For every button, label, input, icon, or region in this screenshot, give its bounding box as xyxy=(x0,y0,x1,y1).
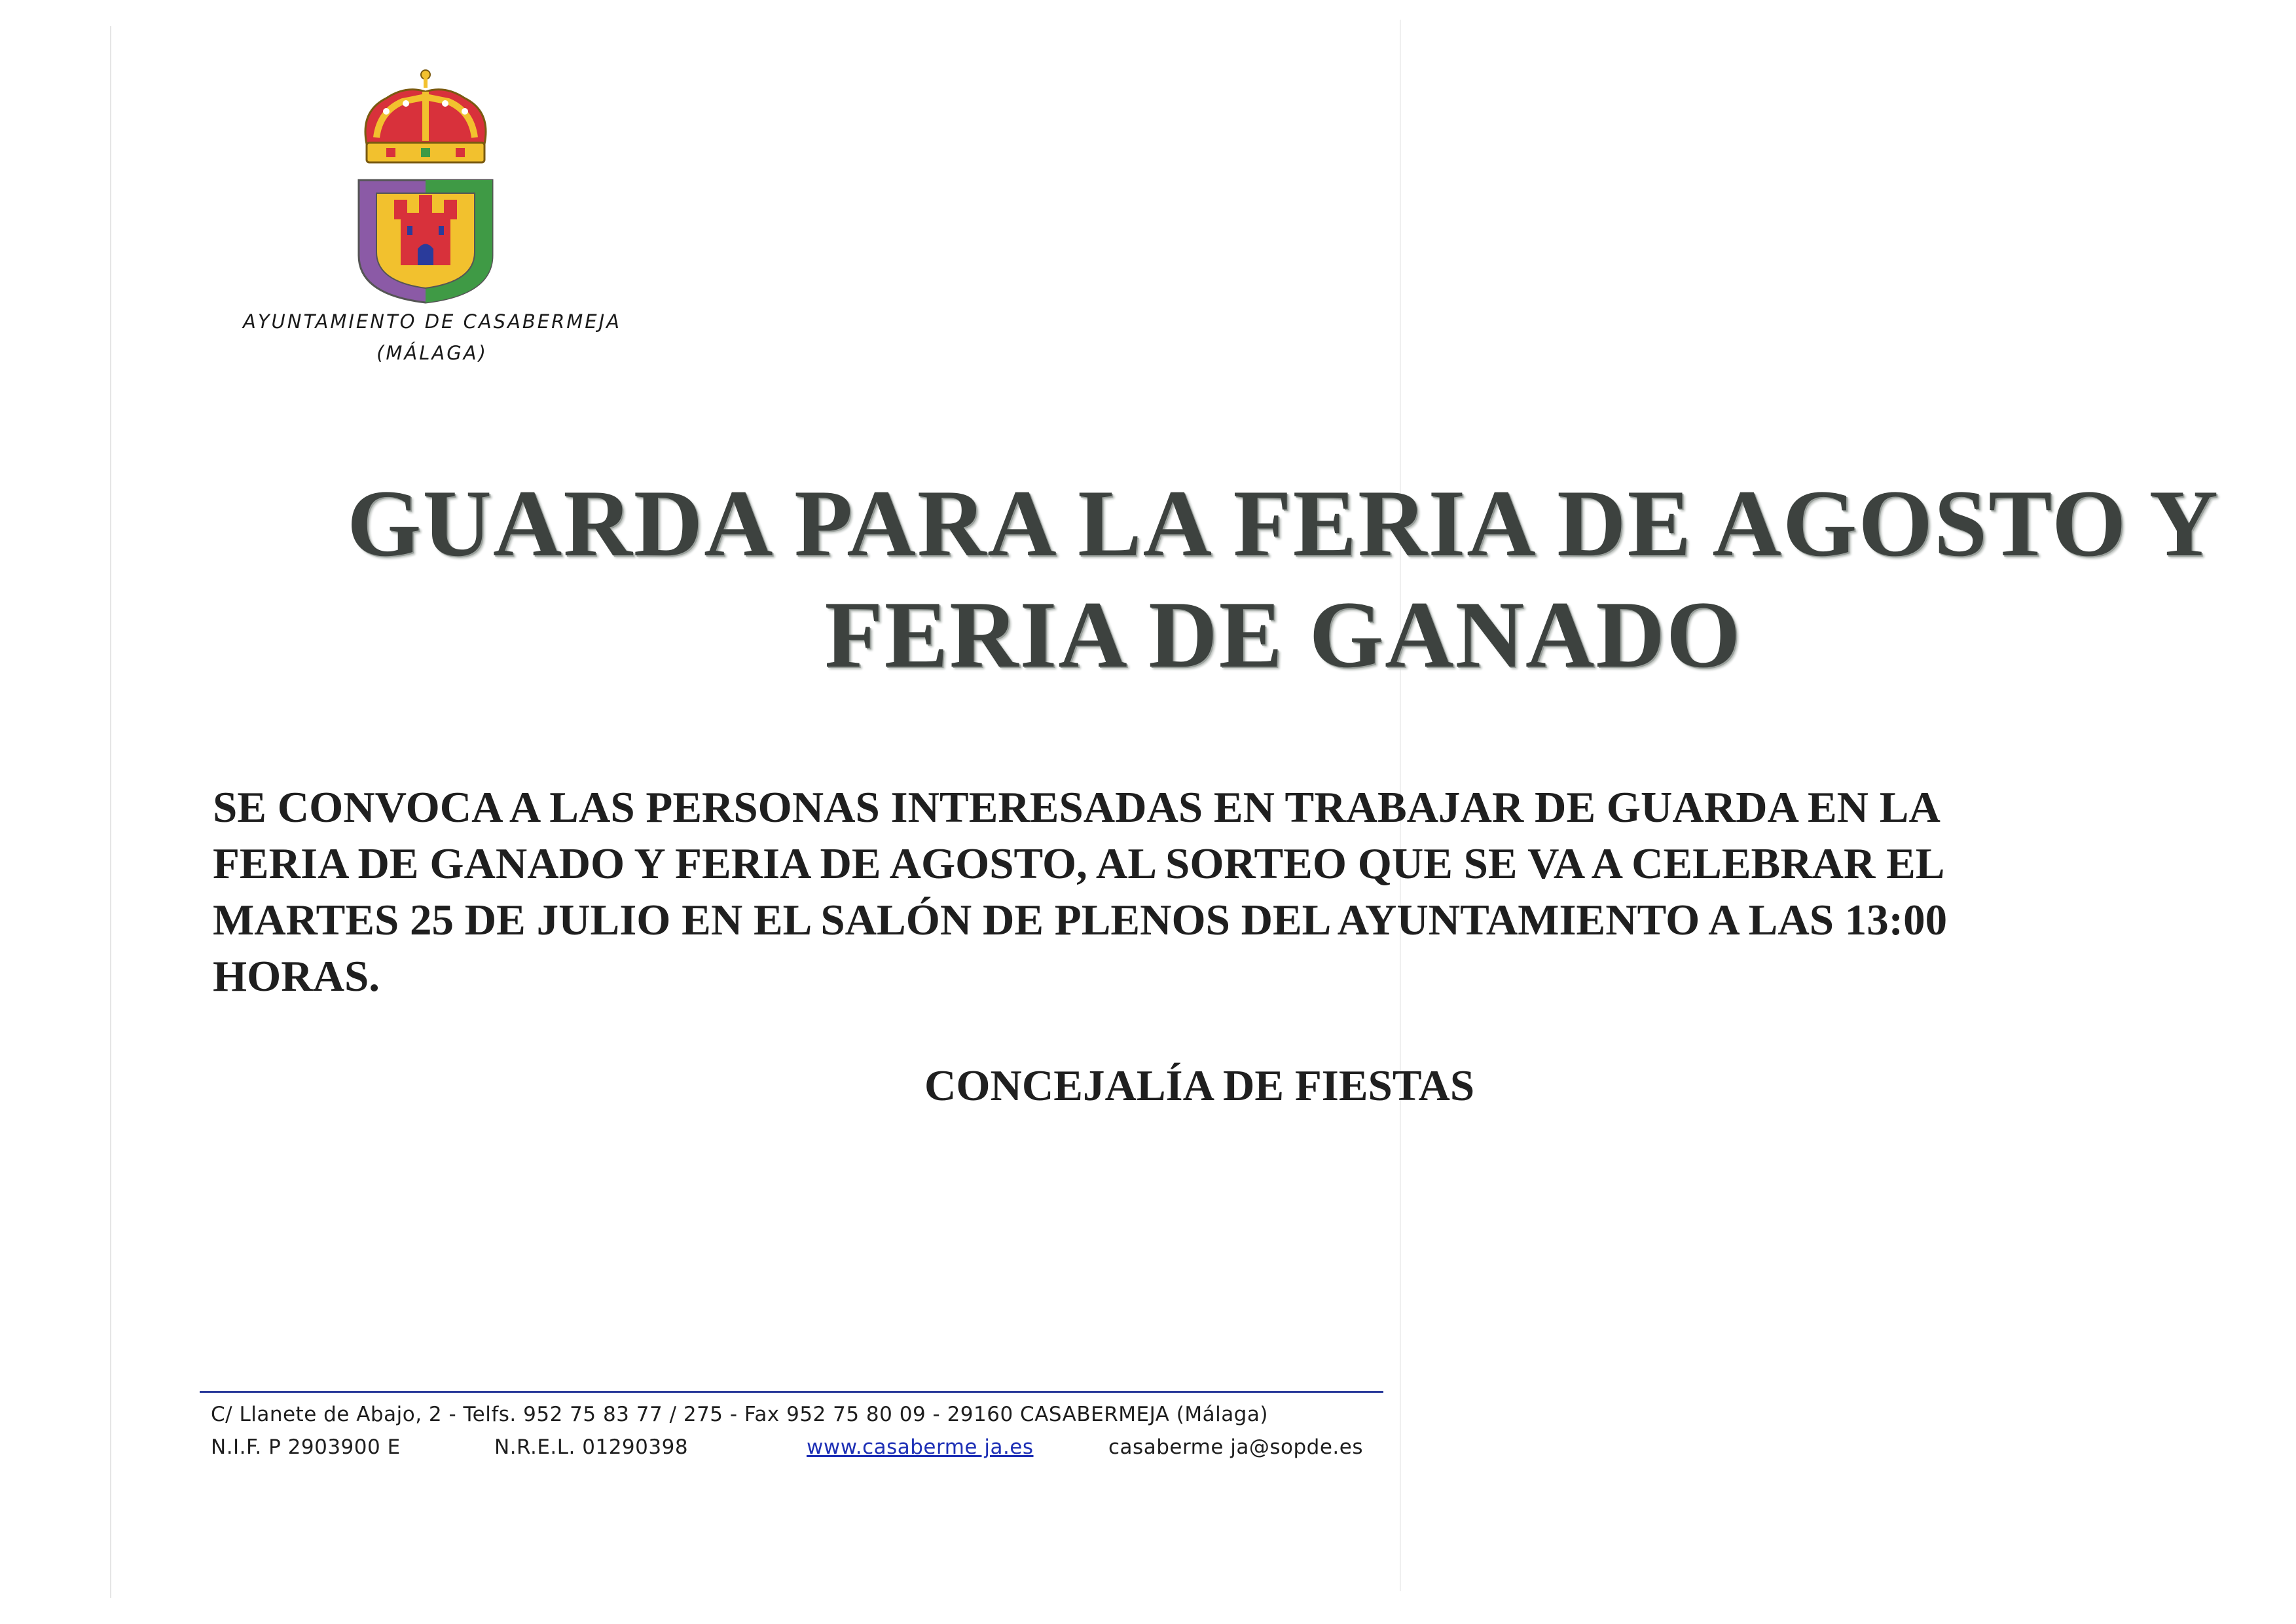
footer-email: casaberme ja@sopde.es xyxy=(1108,1435,1363,1459)
signature-department: CONCEJALÍA DE FIESTAS xyxy=(924,1061,1475,1110)
notice-title-line-2: FERIA DE GANADO xyxy=(824,581,1742,688)
body-line-3: MARTES 25 DE JULIO EN EL SALÓN DE PLENOS DEL AYUNTAMIENTO A LAS 13:00 xyxy=(213,896,1948,944)
organization-name: AYUNTAMIENTO DE CASABERMEJA xyxy=(242,310,622,333)
crown-icon xyxy=(365,70,486,162)
footer-nrel: N.R.E.L. 01290398 xyxy=(494,1435,689,1459)
footer-website-link[interactable]: www.casaberme ja.es xyxy=(807,1435,1034,1459)
notice-body xyxy=(213,779,2242,1005)
footer-nif: N.I.F. P 2903900 E xyxy=(211,1435,401,1459)
body-line-4: HORAS. xyxy=(213,952,380,1001)
body-line-2: FERIA DE GANADO Y FERIA DE AGOSTO, AL SORTEO QUE SE VA A CELEBRAR EL xyxy=(213,840,1945,888)
municipal-coat-of-arms-icon xyxy=(340,65,511,308)
footer-divider xyxy=(200,1391,1383,1393)
footer-address: C/ Llanete de Abajo, 2 - Telfs. 952 75 83 77 / 275 - Fax 952 75 80 09 - 29160 CASABERMEJA (Málaga) xyxy=(211,1403,1268,1426)
body-line-1: SE CONVOCA A LAS PERSONAS INTERESADAS EN TRABAJAR DE GUARDA EN LA xyxy=(213,783,1941,832)
organization-province: (MÁLAGA) xyxy=(376,342,488,364)
scan-edge-left xyxy=(110,26,111,1598)
notice-title-line-1: GUARDA PARA LA FERIA DE AGOSTO Y xyxy=(346,470,2220,576)
shield-icon xyxy=(359,180,492,303)
